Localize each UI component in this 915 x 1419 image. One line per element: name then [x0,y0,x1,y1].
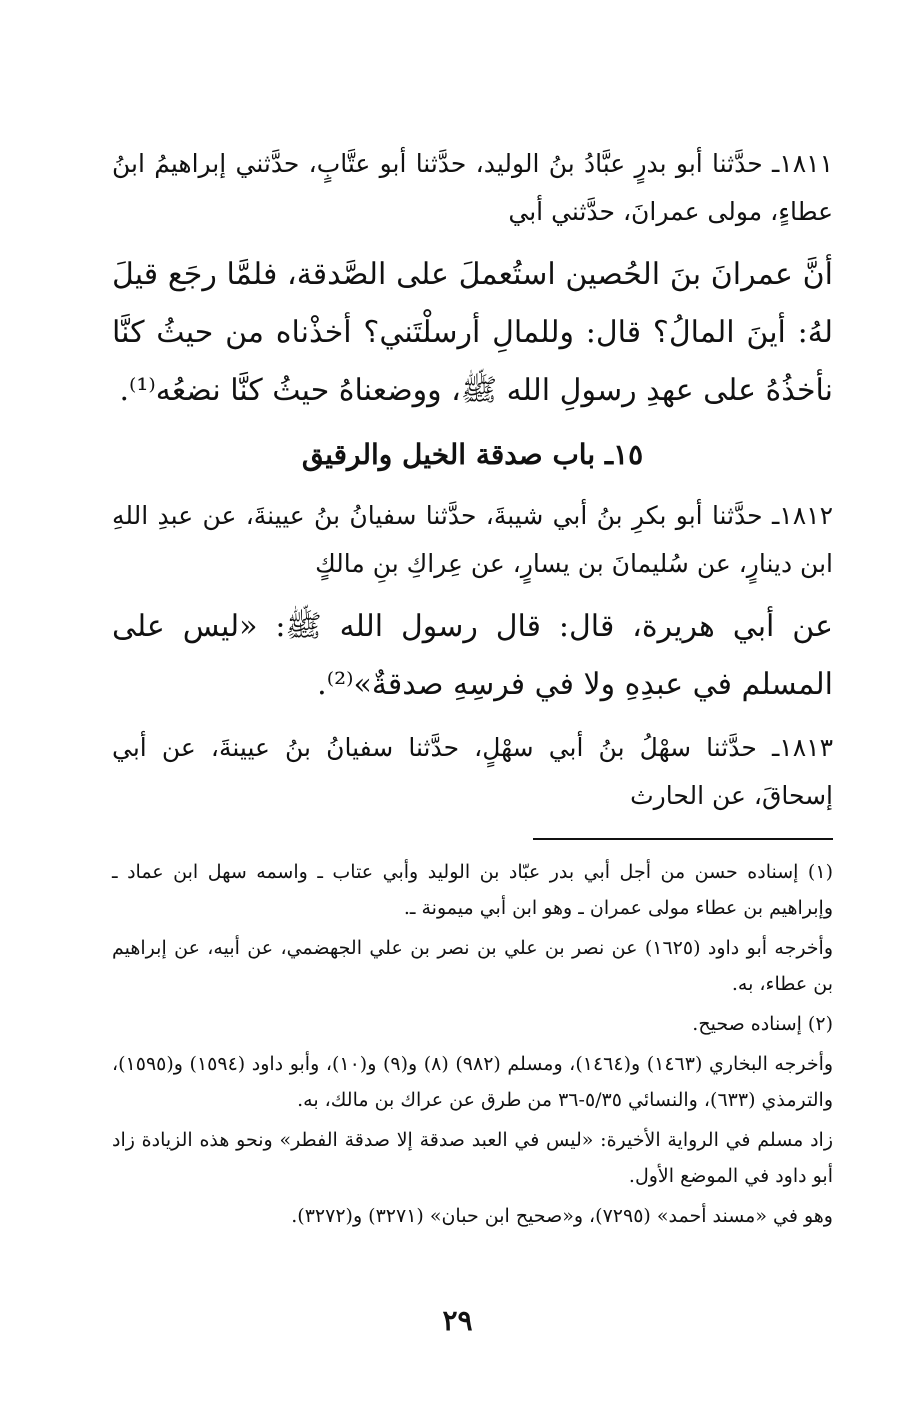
book-page [112,140,833,1238]
hadith-1812-chain: ١٨١٢ـ حدَّثنا أبو بكرِ بنُ أبي شيبةَ، حدَّثنا سفيانُ بنُ عيينةَ، عن عبدِ اللهِ ابن دينارٍ، عن سُليمانَ بن يسارٍ، عن عِراكِ بنِ مالكٍ [112,501,833,578]
hadith-1811-text: أنَّ عمرانَ بنَ الحُصين استُعملَ على الصَّدقة، فلمَّا رجَع قيلَ لهُ: أينَ المالُ؟ قال: وللمالِ أرسلْتَني؟ أخذْناه من حيثُ كنَّا نأخذُهُ على عهدِ رسولِ الله ﷺ، ووضعناهُ حيثُ كنَّا نضعُه⁽¹⁾. [112,257,833,408]
footnote-item: وأخرجه أبو داود (١٦٢٥) عن نصر بن علي بن نصر بن علي الجهضمي، عن أبيه، عن إبراهيم بن عطاء، به. [112,937,834,995]
footnote-item: وهو في «مسند أحمد» (٧٢٩٥)، و«صحيح ابن حبان» (٣٢٧١) و(٣٢٧٢). [291,1205,833,1227]
footnote-item: (١) إسناده حسن من أجل أبي بدر عبّاد بن الوليد وأبي عتاب ـ واسمه سهل ابن عماد ـ وإبراهيم بن عطاء مولى عمران ـ وهو ابن أبي ميمونة ـ. [112,861,833,919]
hadith-1813-chain: ١٨١٣ـ حدَّثنا سهْلُ بنُ أبي سهْلٍ، حدَّثنا سفيانُ بنُ عيينةَ، عن أبي إسحاقَ، عن الحارث [112,733,833,810]
footnote-item: (٢) إسناده صحيح. [692,1013,833,1035]
footnote-item: وأخرجه البخاري (١٤٦٣) و(١٤٦٤)، ومسلم (٩٨٢) (٨) و(٩) و(١٠)، وأبو داود (١٥٩٤) و(١٥٩٥)، والترمذي (٦٣٣)، والنسائي ٥/٣٥-٣٦ من طرق عن عراك بن مالك، به. [112,1053,834,1111]
footnotes [112,854,833,1234]
page-number: ٢٩ [442,1304,473,1337]
chapter-heading: ١٥ـ باب صدقة الخيل والرقيق [301,438,644,471]
footnote-item: زاد مسلم في الرواية الأخيرة: «ليس في العبد صدقة إلا صدقة الفطر» ونحو هذه الزيادة زاد أبو داود في الموضع الأول. [112,1129,833,1187]
hadith-1812-text: عن أبي هريرة، قال: قال رسول الله ﷺ: «ليس على المسلم في عبدِهِ ولا في فرسِهِ صدقةٌ»⁽²⁾. [112,609,833,702]
hadith-1811-chain: ١٨١١ـ حدَّثنا أبو بدرٍ عبَّادُ بنُ الوليد، حدَّثنا أبو عتَّابٍ، حدَّثني إبراهيمُ ابنُ عطاءٍ، مولى عمرانَ، حدَّثني أبي [112,149,833,226]
footnote-divider [533,838,833,840]
